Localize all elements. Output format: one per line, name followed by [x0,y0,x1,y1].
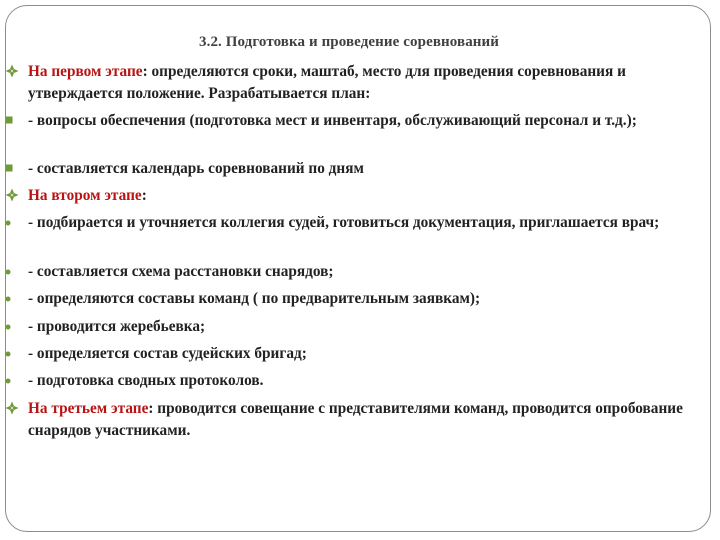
stage-heading: На втором этапе [28,187,142,204]
item-text: : [141,187,147,204]
item-text: - проводится жеребьевка; [28,318,206,335]
item-text: - определяются составы команд ( по предварительным заявкам); [28,290,481,307]
square-bullet-icon [5,116,13,124]
diamond-bullet-icon [5,188,19,202]
item-text: - определяется состав судейских бригад; [28,345,307,362]
item-text: : проводится совещание с представителями команд, проводится опробование снарядов участниками. [28,400,683,439]
dot-bullet-icon [5,269,11,275]
item-text: - подготовка сводных протоколов. [28,372,264,389]
item-text: : определяются сроки, маштаб, место для проведения соревнования и утверждается положение. Разрабатывается план: [28,63,626,102]
stage-heading: На третьем этапе [28,400,149,417]
item-text: - составляется календарь соревнований по дням [28,160,364,177]
item-text: - составляется схема расстановки снарядов; [28,263,334,280]
dot-bullet-icon [5,378,11,384]
dot-bullet-icon [5,324,11,330]
diamond-bullet-icon [5,401,19,415]
square-bullet-icon [5,164,13,172]
slide-title: 3.2. Подготовка и проведение соревнований [199,34,500,50]
item-text: - вопросы обеспечения (подготовка мест и инвентаря, обслуживающий персонал и т.д.); [28,112,637,129]
dot-bullet-icon [5,220,11,226]
stage-heading: На первом этапе [28,63,143,80]
dot-bullet-icon [5,296,11,302]
dot-bullet-icon [5,351,11,357]
item-text: - подбирается и уточняется коллегия судей, готовиться документация, приглашается врач; [28,214,660,231]
diamond-bullet-icon [5,64,19,78]
